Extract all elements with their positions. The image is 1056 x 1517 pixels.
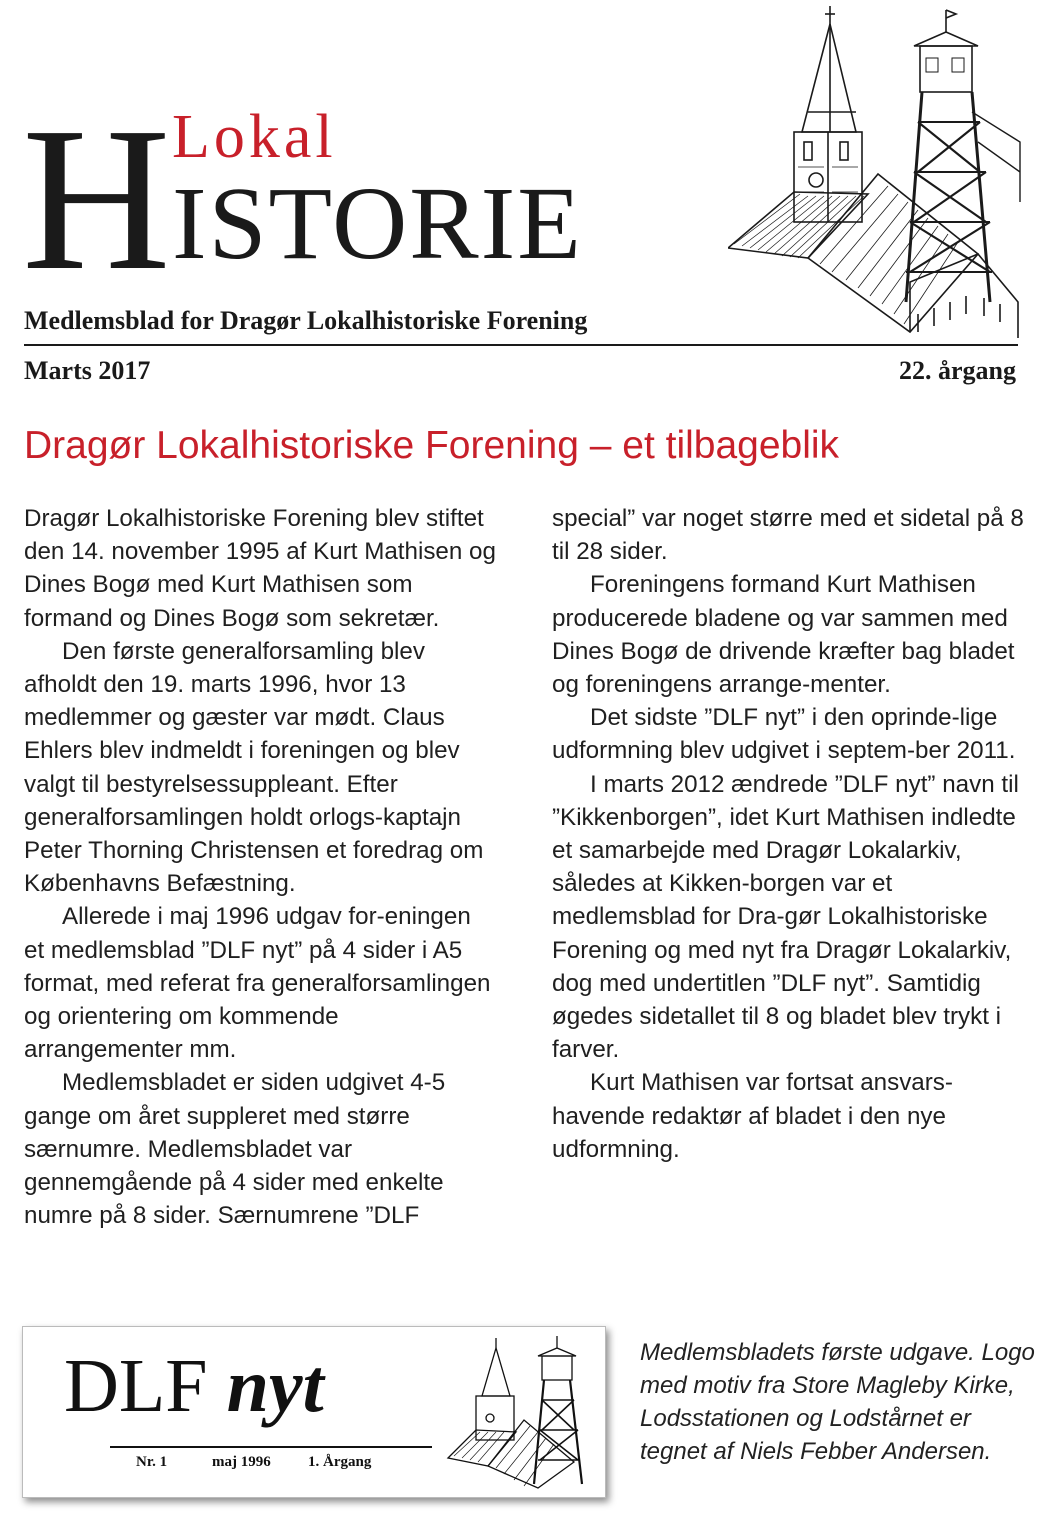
paragraph: Allerede i maj 1996 udgav for-eningen et medlemsblad ”DLF nyt” på 4 sider i A5 format, med referat fra generalforsamlingen og orientering om kommende arrangementer mm. bbox=[24, 903, 491, 1064]
masthead-istorie: ISTORIE bbox=[172, 166, 583, 281]
volume-number: 22. årgang bbox=[899, 356, 1016, 385]
dlf-nyt-logo bbox=[64, 1344, 324, 1428]
logo-nyt: nyt bbox=[226, 1344, 324, 1428]
issue-date: Marts 2017 bbox=[24, 356, 151, 385]
article-left-column bbox=[24, 502, 496, 1232]
paragraph: Den første generalforsamling blev afholdt den 19. marts 1996, hvor 13 medlemmer og gæster var mødt. Claus Ehlers blev indmeldt i foreningen og blev valgt til bestyrelsessuppleant. Efter generalforsamlingen holdt orlogs-kaptajn Peter Thorning Christensen et foredrag om Københavns Befæstning. bbox=[24, 637, 484, 898]
clipping-date: maj 1996 bbox=[212, 1454, 271, 1470]
paragraph: Kurt Mathisen var fortsat ansvars-havende redaktør af bladet i den nye udformning. bbox=[552, 1069, 953, 1163]
clipping-number: Nr. 1 bbox=[136, 1454, 168, 1470]
masthead-subtitle: Medlemsblad for Dragør Lokalhistoriske Forening bbox=[24, 306, 588, 335]
masthead-divider bbox=[24, 344, 1018, 346]
paragraph: Foreningens formand Kurt Mathisen producerede bladene og var sammen med Dines Bogø de drivende kræfter bag bladet og foreningens arrange-menter. bbox=[552, 571, 1015, 699]
article-headline: Dragør Lokalhistoriske Forening – et tilbageblik bbox=[24, 424, 840, 467]
church-and-pilot-tower-illustration bbox=[728, 2, 1028, 338]
paragraph: Medlemsbladet er siden udgivet 4-5 gange om året suppleret med større særnumre. Medlemsbladet var gennemgående på 4 sider med enkelte numre på 8 sider. Særnumrene ”DLF bbox=[24, 1069, 446, 1230]
paragraph: Det sidste ”DLF nyt” i den oprinde-lige udformning blev udgivet i septem-ber 2011. bbox=[552, 704, 1016, 765]
paragraph: Dragør Lokalhistoriske Forening blev stiftet den 14. november 1995 af Kurt Mathisen og Dines Bogø med Kurt Mathisen som formand og Dines Bogø som sekretær. bbox=[24, 505, 496, 632]
clipping-caption: Medlemsbladets første udgave. Logo med motiv fra Store Magleby Kirke, Lodsstationen og Lodstårnet er tegnet af Niels Febber Andersen. bbox=[640, 1339, 1035, 1465]
logo-dlf: DLF bbox=[64, 1344, 208, 1428]
paragraph: I marts 2012 ændrede ”DLF nyt” navn til ”Kikkenborgen”, idet Kurt Mathisen indledte et samarbejde med Dragør Lokalarkiv, således at Kikken-borgen var et medlemsblad for Dra-gør Lokalhistoriske Forening og med nyt fra Dragør Lokalarkiv, dog med undertitlen ”DLF nyt”. Samtidig øgedes sidetallet til 8 og bladet blev trykt i farver. bbox=[552, 770, 1019, 1064]
masthead-initial-h: H bbox=[22, 84, 171, 313]
clipping-divider bbox=[110, 1446, 432, 1448]
paragraph: special” var noget større med et sidetal på 8 til 28 sider. bbox=[552, 505, 1024, 566]
clipping-volume: 1. Årgang bbox=[308, 1454, 372, 1470]
masthead-lokal: Lokal bbox=[172, 103, 337, 171]
article-right-column bbox=[552, 502, 1024, 1166]
clipping-illustration bbox=[446, 1334, 596, 1490]
